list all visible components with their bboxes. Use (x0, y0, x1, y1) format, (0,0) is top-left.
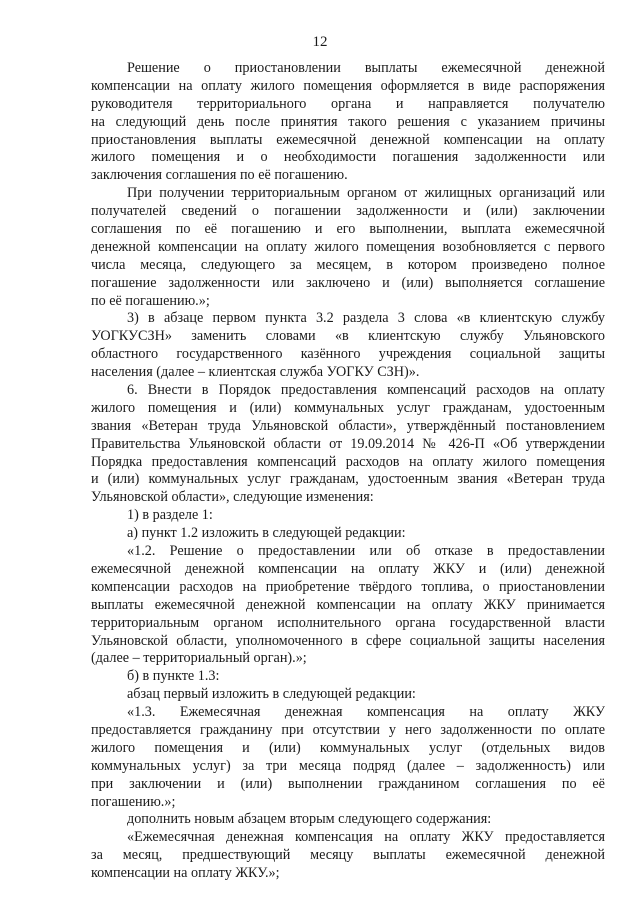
document-body (91, 60, 605, 883)
text-line: «1.3. Ежемесячная денежная компенсация на оплату ЖКУ (127, 704, 605, 721)
text-line: компенсации на оплату жилого помещения оформляется в виде распоряжения (91, 77, 605, 94)
text-line: (далее – территориальный орган).»; (91, 650, 307, 667)
text-line: «Ежемесячная денежная компенсация на оплату ЖКУ предоставляется (127, 829, 605, 846)
text-line: получателей сведений о погашении задолженности и (или) заключении (91, 203, 605, 220)
text-line: жилого помещения и (или) коммунальных услуг гражданам, удостоенным (91, 399, 605, 416)
text-line: жилого помещения и о необходимости погашения задолженности или (91, 149, 605, 166)
text-line: компенсации на оплату ЖКУ.»; (91, 865, 280, 882)
text-line: территориальным органом исполнительного органа государственной власти (91, 614, 605, 631)
text-line: а) пункт 1.2 изложить в следующей редакции: (127, 525, 406, 542)
text-line: погашение задолженности или заключено и (или) выполняется соглашение (91, 274, 605, 291)
text-line: УОГКУСЗН» заменить словами «в клиентскую службу Ульяновского (91, 328, 605, 345)
text-line: по её погашению.»; (91, 292, 210, 309)
text-line: предоставляется гражданину при отсутствии у него задолженности по оплате (91, 721, 605, 738)
text-line: 3) в абзаце первом пункта 3.2 раздела 3 слова «в клиентскую службу (127, 310, 605, 327)
text-line: при заключении и (или) выполнении гражданином соглашения по её (91, 775, 605, 792)
text-line: б) в пункте 1.3: (127, 668, 220, 685)
text-line: Правительства Ульяновской области от 19.09.2014 № 426-П «Об утверждении (91, 435, 605, 452)
text-line: заключения соглашения по её погашению. (91, 167, 348, 184)
text-line: ежемесячной денежной компенсации на оплату ЖКУ и (или) денежной (91, 560, 605, 577)
text-line: 6. Внести в Порядок предоставления компенсаций расходов на оплату (127, 382, 605, 399)
text-line: выплаты ежемесячной денежной компенсации на оплату ЖКУ принимается (91, 596, 605, 613)
text-line: за месяц, предшествующий месяцу выплаты ежемесячной денежной (91, 847, 605, 864)
text-line: руководителя территориального органа и направляется получателю (91, 95, 605, 112)
text-line: населения (далее – клиентская служба УОГКУ СЗН)». (91, 364, 420, 381)
text-line: «1.2. Решение о предоставлении или об отказе в предоставлении (127, 543, 605, 560)
text-line: При получении территориальным органом от жилищных организаций или (127, 185, 605, 202)
text-line: Ульяновской области, уполномоченного в сфере социальной защиты населения (91, 632, 605, 649)
text-line: 1) в разделе 1: (127, 507, 213, 524)
text-line: звания «Ветеран труда Ульяновской области», утверждённый постановлением (91, 417, 605, 434)
text-line: погашению.»; (91, 793, 176, 810)
text-line: дополнить новым абзацем вторым следующего содержания: (127, 811, 492, 828)
text-line: жилого помещения и (или) коммунальных услуг (отдельных видов (91, 739, 605, 756)
text-line: денежной компенсации на оплату жилого помещения возобновляется с первого (91, 238, 605, 255)
page-number: 12 (312, 34, 328, 50)
text-line: Решение о приостановлении выплаты ежемесячной денежной (127, 60, 605, 76)
text-line: соглашения по её погашению и его выполнении, выплата ежемесячной (91, 221, 605, 238)
text-line: абзац первый изложить в следующей редакции: (127, 686, 416, 703)
text-line: Ульяновской области», следующие изменения: (91, 489, 374, 506)
text-line: и (или) коммунальных услуг гражданам, удостоенным звания «Ветеран труда (91, 471, 605, 488)
text-line: на следующий день после принятия такого решения с указанием причины (91, 113, 605, 130)
text-line: компенсации расходов на приобретение твёрдого топлива, о приостановлении (91, 578, 605, 595)
text-line: коммунальных услуг) за три месяца подряд (далее – задолженность) или (91, 757, 605, 774)
text-line: Порядка предоставления компенсаций расходов на оплату жилого помещения (91, 453, 605, 470)
text-line: числа месяца, следующего за месяцем, в котором произведено полное (91, 256, 605, 273)
text-line: областного государственного казённого учреждения социальной защиты (91, 346, 605, 363)
text-line: приостановления выплаты ежемесячной денежной компенсации на оплату (91, 131, 605, 148)
